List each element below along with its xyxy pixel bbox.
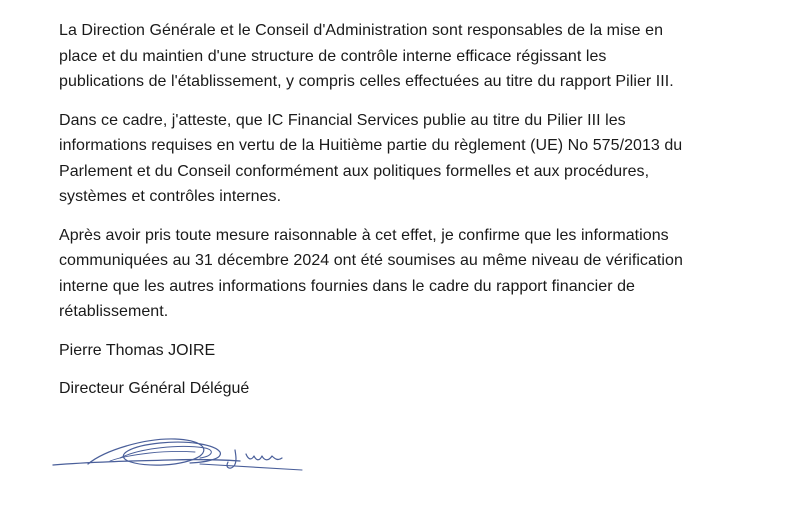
- signatory-name: Pierre Thomas JOIRE: [59, 341, 216, 359]
- text-line: systèmes et contrôles internes.: [59, 188, 282, 205]
- text-line: Après avoir pris toute mesure raisonnable à cet effet, je confirme que les informations: [59, 226, 669, 244]
- text-line: interne que les autres informations fournies dans le cadre du rapport financier de: [59, 277, 635, 295]
- text-line: Parlement et du Conseil conformément aux politiques formelles et aux procédures,: [59, 162, 650, 180]
- handwritten-signature: [50, 428, 310, 483]
- text-line: informations requises en vertu de la Huitième partie du règlement (UE) No 575/2013 du: [59, 137, 683, 154]
- signatory-title: Directeur Général Délégué: [59, 380, 250, 397]
- text-line: La Direction Générale et le Conseil d'Administration sont responsables de la mise en: [59, 22, 664, 39]
- text-line: rétablissement.: [59, 303, 169, 320]
- text-line: place et du maintien d'une structure de contrôle interne efficace régissant les: [59, 47, 607, 65]
- paragraph-confirmation: [59, 223, 779, 325]
- signature-stroke: [200, 464, 302, 470]
- text-line: Dans ce cadre, j'atteste, que IC Financial Services publie au titre du Pilier III les: [59, 111, 626, 129]
- paragraph-attestation: [59, 108, 779, 210]
- paragraph-responsibility: [59, 18, 779, 95]
- text-line: communiquées au 31 décembre 2024 ont été soumises au même niveau de vérification: [59, 252, 683, 269]
- text-line: publications de l'établissement, y compris celles effectuées au titre du rapport Pilier III.: [59, 73, 674, 90]
- signature-stroke: [88, 439, 220, 465]
- signature-stroke: [246, 454, 282, 460]
- attestation-document: [59, 18, 779, 415]
